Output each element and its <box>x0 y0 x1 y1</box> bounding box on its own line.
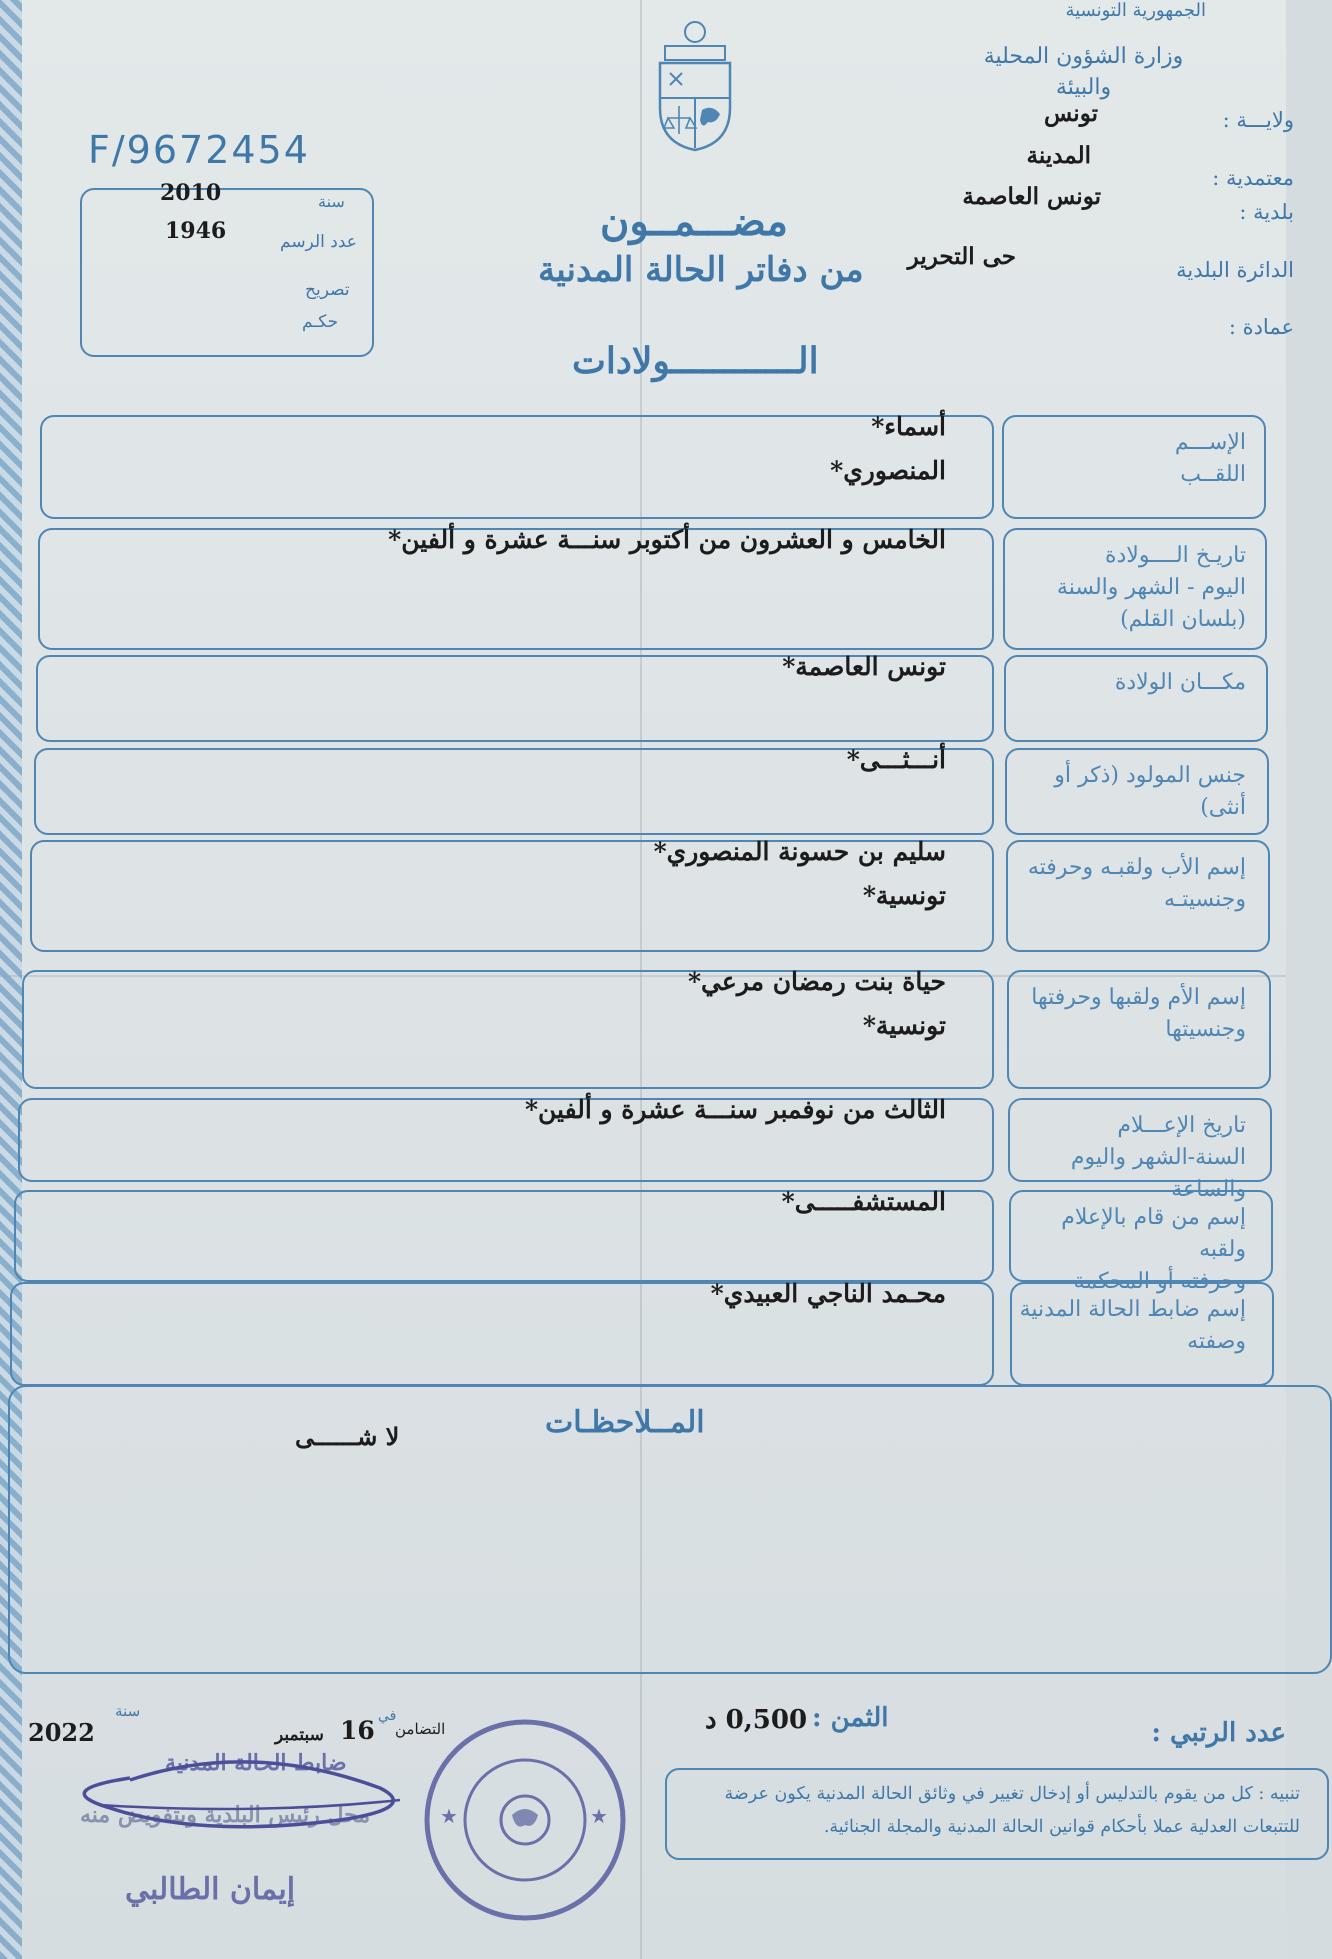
field-label: إسم ضابط الحالة المدنية وصفته <box>1019 1297 1246 1354</box>
issue-fi-label: في <box>378 1708 397 1724</box>
field-label: الإســـم اللقــب <box>1174 430 1246 487</box>
remarks-value: لا شــــــى <box>295 1422 400 1451</box>
warning-text: تنبيه : كل من يقوم بالتدليس أو إدخال تغيير في وثائق الحالة المدنية يكون عرضة للتتبعات العدلية عملا بأحكام قوانين الحالة المدنية والمجلة الجنائية. <box>724 1784 1300 1838</box>
field-label: إسم الأب ولقبـه وحرفته وجنسيتـه <box>1027 855 1246 912</box>
price-value: 0,500 د <box>705 1705 808 1735</box>
field-value: الثالث من نوفمبر سنـــة عشرة و ألفين* <box>524 1095 946 1124</box>
record-number-value: 1946 <box>165 218 227 244</box>
record-year-value: 2010 <box>160 180 222 206</box>
record-number-label: عدد الرسم <box>280 232 357 252</box>
admin-field-label: الدائرة البلدية <box>1176 258 1294 282</box>
section-heading-births: الــــــــــــولادات <box>572 340 819 382</box>
admin-field-value: حى التحرير <box>907 243 1016 270</box>
issue-day: 16 <box>340 1716 375 1745</box>
serial-rank-label: عدد الرتبي : <box>1151 1718 1286 1748</box>
svg-text:★: ★ <box>590 1804 608 1828</box>
field-value: أسماء* المنصوري* <box>830 412 946 485</box>
field-label: إسم الأم ولقبها وحرفتها وجنسيتها <box>1031 985 1246 1042</box>
field-label: إسم من قام بالإعلام ولقبه وحرفته أو المحكمة <box>1061 1205 1246 1294</box>
issue-month: سبتمبر <box>275 1725 324 1745</box>
record-year-label: سنة <box>318 192 345 211</box>
delegation-text: محل رئيس البلدية وبتفويض منه <box>80 1802 371 1828</box>
field-value: أنـــثـــى* <box>846 745 946 774</box>
document-subtitle: من دفاتر الحالة المدنية <box>538 250 864 290</box>
officer-title: ضابط الحالة المدنية <box>165 1750 347 1776</box>
issue-place: التضامن <box>395 1720 446 1738</box>
field-value: محـمد الناجي العبيدي* <box>710 1279 946 1308</box>
field-label: تاريـخ الــــولادة اليوم - الشهر والسنة (بلسان القلم) <box>1056 543 1246 632</box>
field-value: سليم بن حسونة المنصوري* تونسية* <box>653 837 946 910</box>
ministry-heading: وزارة الشؤون المحلية والبيئة <box>983 44 1184 100</box>
admin-field-value: تونس <box>1043 100 1098 127</box>
price-label: الثمن : <box>812 1703 889 1733</box>
admin-field-label: عمادة : <box>1228 315 1294 339</box>
document-title: مضـــمــون <box>600 198 788 245</box>
remarks-label: المــلاحظـات <box>545 1405 705 1440</box>
admin-field-value: المدينة <box>1026 142 1091 169</box>
field-value: تونس العاصمة* <box>782 652 946 681</box>
admin-field-label: ولايـــة : <box>1222 108 1294 132</box>
issue-year: 2022 <box>28 1718 95 1747</box>
tunisia-coat-of-arms-icon <box>650 18 740 153</box>
handwritten-signature <box>70 1745 450 1915</box>
republic-heading: الجمهورية التونسية <box>1065 0 1206 21</box>
field-value: حياة بنت رمضان مرعي* تونسية* <box>687 967 946 1040</box>
admin-field-label: معتمدية : <box>1212 166 1294 190</box>
document-serial-number: F/9672454 <box>88 128 310 172</box>
judgment-label: حكـم <box>302 312 339 332</box>
admin-field-label: بلدية : <box>1239 200 1294 224</box>
issue-year-label: سنة <box>115 1702 141 1720</box>
officer-name: إيمان الطالبي <box>125 1872 296 1907</box>
field-value: المستشفـــــى* <box>781 1187 946 1216</box>
svg-text:★: ★ <box>440 1804 458 1828</box>
admin-field-value: تونس العاصمة <box>962 183 1101 210</box>
field-label: تاريخ الإعـــلام السنة-الشهر واليوم والساعة <box>1070 1113 1246 1202</box>
official-round-stamp <box>420 1715 630 1925</box>
field-label: جنس المولود (ذكر أو أنثى) <box>1054 763 1246 820</box>
field-label: مكـــان الولادة <box>1114 670 1246 695</box>
field-value: الخامس و العشرون من أكتوبر سنـــة عشرة و ألفين* <box>388 525 946 554</box>
declaration-label: تصريح <box>305 280 350 300</box>
